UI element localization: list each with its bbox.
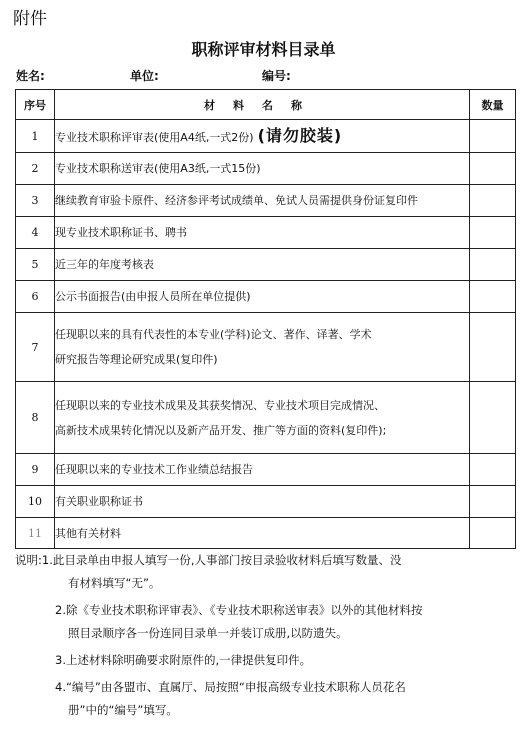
row-material — [55, 281, 470, 313]
table-row — [16, 120, 516, 153]
page-title: 职称评审材料目录单 — [191, 40, 336, 59]
quantity-cell[interactable] — [470, 217, 516, 249]
row-material — [55, 120, 470, 153]
material-text: 专业技术职称送审表(使用A3纸,一式15份) — [55, 162, 261, 175]
table-header-row — [16, 90, 516, 120]
row-material — [55, 382, 470, 454]
table-row — [16, 486, 516, 518]
table-row — [16, 153, 516, 185]
note-line: 有材料填写“无”。 — [68, 576, 161, 590]
name-label: 姓名: — [16, 69, 45, 83]
header-quantity: 数量 — [470, 90, 516, 120]
table-row — [16, 249, 516, 281]
quantity-cell[interactable] — [470, 185, 516, 217]
note-line: 照目录顺序各一份连同目录单一并装订成册,以防遗失。 — [68, 626, 348, 640]
note-line: 2.除《专业技术职称评审表》、《专业技术职称送审表》以外的其他材料按 — [55, 603, 423, 617]
row-material — [55, 249, 470, 281]
row-seq: 3 — [16, 185, 55, 217]
material-text: 近三年的年度考核表 — [55, 258, 154, 271]
code-label: 编号: — [262, 69, 291, 83]
material-text: 公示书面报告(由申报人员所在单位提供) — [55, 290, 251, 303]
material-text: 任现职以来的具有代表性的本专业(学科)论文、著作、译著、学术 — [55, 328, 372, 341]
row-seq: 2 — [16, 153, 55, 185]
row-seq: 11 — [16, 518, 55, 549]
quantity-cell[interactable] — [470, 518, 516, 549]
quantity-cell[interactable] — [470, 249, 516, 281]
row-material — [55, 486, 470, 518]
material-text: 高新技术成果转化情况以及新产品开发、推广等方面的资料(复印件); — [55, 423, 387, 437]
row-material — [55, 217, 470, 249]
unit-label: 单位: — [130, 69, 159, 83]
material-text: 任现职以来的专业技术成果及其获奖情况、专业技术项目完成情况、 — [55, 398, 385, 412]
material-text: 其他有关材料 — [55, 526, 121, 540]
note-line: 4.“编号”由各盟市、直属厅、局按照“申报高级专业技术职称人员花名 — [55, 680, 406, 694]
binding-note: (请勿胶装) — [257, 125, 343, 145]
material-text: 有关职业职称证书 — [55, 495, 143, 508]
quantity-cell[interactable] — [470, 281, 516, 313]
row-seq: 8 — [16, 382, 55, 454]
table-row — [16, 518, 516, 549]
table-row — [16, 217, 516, 249]
row-seq: 10 — [16, 486, 55, 518]
material-text: 任现职以来的专业技术工作业绩总结报告 — [55, 463, 253, 476]
quantity-cell[interactable] — [470, 454, 516, 486]
row-material — [55, 518, 470, 549]
material-text: 专业技术职称评审表(使用A4纸,一式2份) — [55, 130, 254, 144]
row-seq: 7 — [16, 313, 55, 382]
row-seq: 1 — [16, 120, 55, 153]
attachment-label: 附件 — [13, 9, 47, 29]
table-row — [16, 185, 516, 217]
header-seq: 序号 — [16, 90, 55, 120]
row-seq: 5 — [16, 249, 55, 281]
row-material — [55, 454, 470, 486]
quantity-cell[interactable] — [470, 382, 516, 454]
material-text: 研究报告等理论研究成果(复印件) — [55, 353, 218, 366]
materials-table — [15, 89, 516, 549]
table-row — [16, 281, 516, 313]
table-row — [16, 454, 516, 486]
table-row — [16, 313, 516, 382]
row-material — [55, 153, 470, 185]
material-text: 继续教育审验卡原件、经济参评考试成绩单、免试人员需提供身份证复印件 — [55, 194, 418, 207]
quantity-cell[interactable] — [470, 313, 516, 382]
header-material: 材料名称 — [55, 90, 470, 120]
row-seq: 9 — [16, 454, 55, 486]
row-material — [55, 313, 470, 382]
note-line: 说明:1.此目录单由申报人填写一份,人事部门按目录验收材料后填写数量、没 — [15, 553, 402, 567]
quantity-cell[interactable] — [470, 120, 516, 153]
notes-section — [15, 549, 495, 722]
table-row — [16, 382, 516, 454]
row-seq: 4 — [16, 217, 55, 249]
row-material — [55, 185, 470, 217]
row-seq: 6 — [16, 281, 55, 313]
note-line: 3.上述材料除明确要求附原件的,一律提供复印件。 — [55, 653, 312, 667]
quantity-cell[interactable] — [470, 486, 516, 518]
quantity-cell[interactable] — [470, 153, 516, 185]
material-text: 现专业技术职称证书、聘书 — [55, 226, 187, 239]
note-line: 册”中的“编号”填写。 — [68, 703, 178, 717]
